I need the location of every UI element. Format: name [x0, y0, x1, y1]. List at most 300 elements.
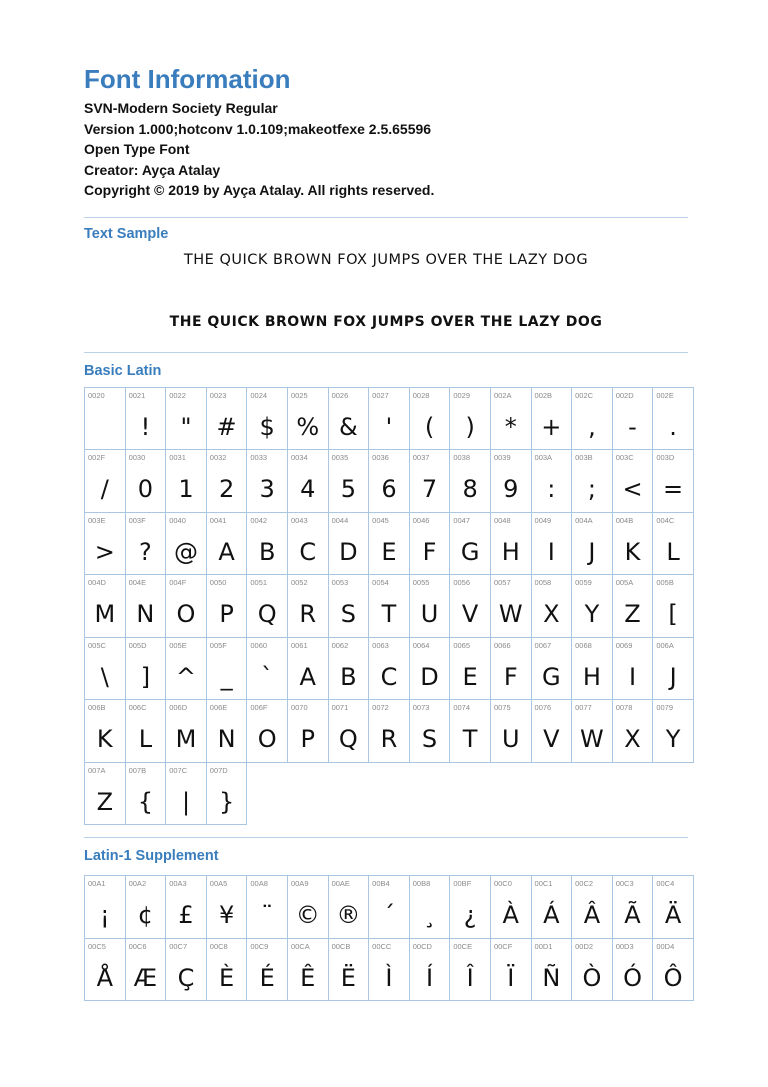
glyph-cell: [247, 939, 288, 1002]
glyph-sample: É: [259, 963, 275, 992]
glyph-sample: :: [547, 475, 556, 503]
glyph-code: 006B: [88, 703, 106, 712]
glyph-sample: Ã: [624, 901, 641, 929]
glyph-sample: Â: [583, 901, 601, 929]
glyph-sample: =: [663, 475, 684, 503]
glyph-sample: V: [461, 600, 479, 628]
glyph-cell: [329, 388, 370, 451]
glyph-code: 0076: [534, 703, 552, 712]
glyph-code: 0047: [453, 515, 471, 525]
font-version: Version 1.000;hotconv 1.0.109;makeotfexe 2.5.65596: [84, 120, 432, 137]
glyph-sample: 4: [300, 475, 316, 503]
glyph-cell: [532, 575, 573, 638]
latin1-heading: Latin-1 Supplement: [84, 848, 219, 864]
glyph-sample: Ò: [582, 963, 602, 992]
glyph-sample: ,: [588, 412, 596, 441]
glyph-cell: [532, 939, 573, 1002]
font-type: Open Type Font: [84, 141, 190, 157]
glyph-code: 0055: [412, 578, 430, 587]
glyph-cell: [85, 388, 126, 451]
glyph-code: 003B: [575, 453, 593, 462]
glyph-sample: C: [380, 662, 398, 691]
glyph-sample: R: [380, 725, 398, 753]
glyph-cell: [126, 876, 167, 939]
glyph-sample: L: [138, 725, 153, 753]
glyph-cell: [450, 450, 491, 513]
glyph-sample: I: [547, 537, 555, 566]
glyph-code: 0034: [290, 453, 308, 462]
glyph-cell: [288, 700, 329, 763]
glyph-sample: Ó: [623, 963, 642, 992]
glyph-sample: Z: [96, 787, 114, 816]
glyph-cell: [532, 700, 573, 763]
glyph-sample: B: [340, 662, 357, 691]
latin1-grid: [84, 875, 694, 1001]
glyph-cell: [166, 939, 207, 1002]
glyph-cell: [166, 388, 207, 451]
glyph-cell: [613, 575, 654, 638]
glyph-code: 0074: [453, 703, 471, 712]
glyph-sample: [: [668, 600, 678, 628]
glyph-sample: £: [178, 901, 194, 929]
text-sample-line-1: THE QUICK BROWN FOX JUMPS OVER THE LAZY DOG: [183, 251, 589, 268]
glyph-code: 0070: [290, 703, 308, 712]
glyph-sample: ;: [587, 475, 596, 503]
glyph-cell: [410, 939, 451, 1002]
text-sample-line-2: THE QUICK BROWN FOX JUMPS OVER THE LAZY DOG: [169, 313, 603, 330]
glyph-sample: D: [339, 537, 358, 566]
glyph-code: 002C: [575, 390, 594, 400]
glyph-sample: 1: [178, 475, 194, 503]
glyph-sample: Ê: [300, 963, 316, 992]
glyph-sample: ©: [295, 901, 320, 929]
glyph-sample: Í: [426, 963, 434, 992]
glyph-sample: @: [173, 537, 198, 566]
glyph-sample: -: [628, 412, 637, 441]
glyph-cell: [572, 638, 613, 701]
glyph-sample: `: [261, 662, 274, 691]
glyph-code: 00C0: [493, 879, 512, 888]
glyph-code: 0020: [88, 390, 105, 400]
glyph-cell: [491, 513, 532, 576]
glyph-code: 0077: [575, 703, 592, 712]
glyph-cell: [653, 700, 694, 763]
glyph-sample: P: [300, 725, 315, 753]
glyph-sample: Q: [257, 600, 277, 628]
glyph-sample: >: [94, 537, 115, 566]
glyph-cell: [532, 450, 573, 513]
glyph-code: 00C1: [534, 879, 553, 888]
glyph-sample: K: [96, 725, 113, 753]
glyph-cell: [410, 638, 451, 701]
glyph-code: 004C: [656, 515, 675, 525]
glyph-sample: ´: [382, 901, 395, 929]
glyph-code: 0031: [169, 453, 186, 462]
glyph-code: 0040: [169, 515, 186, 525]
glyph-sample: %: [296, 412, 320, 441]
glyph-cell: [85, 575, 126, 638]
glyph-cell: [369, 575, 410, 638]
glyph-cell: [166, 450, 207, 513]
glyph-code: 0057: [493, 578, 511, 587]
glyph-code: 002F: [88, 453, 106, 462]
glyph-cell: [247, 388, 288, 451]
basic-latin-grid: [84, 387, 694, 826]
glyph-cell: [288, 513, 329, 576]
glyph-code: 00CA: [290, 941, 310, 951]
glyph-cell: [166, 700, 207, 763]
glyph-cell: [85, 700, 126, 763]
glyph-code: 0033: [250, 453, 268, 462]
glyph-code: 0039: [493, 453, 511, 462]
glyph-code: 0027: [372, 390, 389, 400]
glyph-cell: [85, 763, 126, 826]
glyph-sample: ¸: [423, 901, 436, 929]
glyph-cell: [85, 513, 126, 576]
glyph-sample: H: [501, 537, 520, 566]
glyph-code: 0079: [656, 703, 673, 712]
glyph-code: 005E: [169, 640, 187, 650]
glyph-sample: X: [543, 600, 560, 628]
glyph-code: 0029: [453, 390, 471, 400]
glyph-code: 007B: [128, 765, 147, 775]
glyph-sample: ¥: [218, 901, 235, 929]
glyph-sample: W: [498, 600, 523, 628]
glyph-code: 0058: [534, 578, 552, 587]
glyph-code: 0044: [331, 515, 349, 525]
glyph-cell: [410, 388, 451, 451]
glyph-code: 0030: [128, 453, 146, 462]
glyph-code: 00C6: [128, 941, 147, 951]
glyph-sample: ]: [140, 662, 151, 691]
glyph-cell: [410, 876, 451, 939]
glyph-code: 0035: [331, 453, 349, 462]
glyph-cell: [126, 450, 167, 513]
glyph-code: 0032: [209, 453, 227, 462]
font-creator: Creator: Ayça Atalay: [84, 161, 221, 178]
glyph-sample: .: [669, 412, 677, 441]
glyph-sample: F: [503, 662, 518, 691]
glyph-sample: 5: [340, 475, 356, 503]
glyph-cell: [166, 763, 207, 826]
glyph-sample: +: [541, 412, 562, 441]
glyph-code: 004A: [575, 515, 593, 525]
glyph-cell: [329, 575, 370, 638]
glyph-sample: Y: [584, 600, 600, 628]
glyph-code: 00CE: [453, 941, 473, 951]
glyph-sample: {: [137, 787, 154, 816]
glyph-code: 0050: [209, 578, 227, 587]
glyph-code: 00A2: [128, 879, 147, 888]
glyph-cell: [126, 763, 167, 826]
glyph-code: 0063: [372, 640, 389, 650]
glyph-cell: [329, 939, 370, 1002]
glyph-cell: [613, 939, 654, 1002]
glyph-cell: [288, 876, 329, 939]
glyph-sample: W: [580, 725, 604, 753]
glyph-cell: [572, 450, 613, 513]
glyph-code: 005C: [88, 640, 106, 650]
glyph-cell: [207, 939, 248, 1002]
glyph-cell: [653, 513, 694, 576]
glyph-sample: À: [502, 901, 519, 929]
glyph-code: 004E: [128, 578, 147, 587]
glyph-sample: _: [220, 662, 233, 691]
glyph-code: 0042: [250, 515, 268, 525]
glyph-cell: [450, 876, 491, 939]
glyph-cell: [653, 575, 694, 638]
glyph-sample: /: [100, 475, 109, 503]
glyph-code: 0061: [290, 640, 308, 650]
glyph-sample: N: [136, 600, 155, 628]
glyph-sample: B: [258, 537, 276, 566]
glyph-cell: [126, 575, 167, 638]
glyph-cell: [450, 638, 491, 701]
glyph-cell: [207, 638, 248, 701]
glyph-code: 00BF: [453, 879, 472, 888]
glyph-cell: [572, 575, 613, 638]
glyph-sample: A: [299, 662, 316, 691]
glyph-code: 0051: [250, 578, 268, 587]
glyph-code: 0068: [575, 640, 592, 650]
glyph-sample: 3: [259, 475, 275, 503]
glyph-cell: [613, 700, 654, 763]
glyph-cell: [126, 700, 167, 763]
glyph-cell: [207, 763, 248, 826]
glyph-sample: Æ: [133, 963, 158, 992]
glyph-cell: [207, 450, 248, 513]
glyph-cell: [572, 939, 613, 1002]
glyph-code: 0065: [453, 640, 471, 650]
glyph-cell: [85, 876, 126, 939]
glyph-cell: [126, 513, 167, 576]
glyph-code: 0064: [412, 640, 430, 650]
glyph-code: 00A9: [290, 879, 309, 888]
glyph-cell: [247, 638, 288, 701]
glyph-cell: [207, 700, 248, 763]
glyph-code: 0024: [250, 390, 268, 400]
glyph-sample: &: [339, 412, 358, 441]
font-name: SVN-Modern Society Regular: [84, 100, 278, 116]
glyph-cell: [532, 638, 573, 701]
glyph-cell: [85, 939, 126, 1002]
glyph-cell: [247, 450, 288, 513]
glyph-cell: [288, 638, 329, 701]
glyph-code: 002D: [615, 390, 634, 400]
glyph-cell: [613, 450, 654, 513]
glyph-sample: U: [501, 725, 520, 753]
glyph-sample: <: [622, 475, 643, 503]
glyph-code: 0046: [412, 515, 430, 525]
glyph-sample: I: [628, 662, 637, 691]
glyph-sample: 8: [462, 475, 478, 503]
glyph-sample: ": [180, 412, 192, 441]
glyph-cell: [329, 450, 370, 513]
glyph-sample: E: [462, 662, 478, 691]
glyph-sample: Î: [466, 963, 474, 992]
glyph-sample: C: [299, 537, 317, 566]
glyph-cell: [410, 575, 451, 638]
glyph-code: 00C3: [615, 879, 634, 888]
glyph-code: 0048: [493, 515, 511, 525]
glyph-sample: X: [624, 725, 641, 753]
glyph-cell: [85, 450, 126, 513]
glyph-code: 0062: [331, 640, 349, 650]
glyph-code: 0054: [372, 578, 389, 587]
glyph-cell: [613, 638, 654, 701]
glyph-code: 00B8: [412, 879, 431, 888]
glyph-code: 00D4: [656, 941, 675, 951]
glyph-cell: [613, 388, 654, 451]
glyph-cell: [166, 513, 207, 576]
glyph-code: 005D: [128, 640, 147, 650]
glyph-cell: [410, 513, 451, 576]
glyph-cell: [288, 939, 329, 1002]
glyph-cell: [572, 876, 613, 939]
glyph-code: 0053: [331, 578, 349, 587]
glyph-cell: [532, 388, 573, 451]
glyph-sample: U: [420, 600, 439, 628]
glyph-cell: [207, 575, 248, 638]
glyph-cell: [166, 876, 207, 939]
glyph-code: 007D: [209, 765, 228, 775]
glyph-code: 0045: [372, 515, 389, 525]
glyph-code: 0060: [250, 640, 268, 650]
glyph-cell: [491, 876, 532, 939]
glyph-code: 007C: [169, 765, 188, 775]
section-divider: [84, 837, 688, 838]
glyph-sample: O: [257, 725, 277, 753]
glyph-cell: [288, 388, 329, 451]
glyph-sample: #: [216, 412, 237, 441]
glyph-sample: 0: [137, 475, 154, 503]
glyph-sample: A: [218, 537, 235, 566]
glyph-cell: [166, 575, 207, 638]
glyph-code: 005A: [615, 578, 634, 587]
glyph-sample: ?: [139, 537, 152, 566]
glyph-code: 00A8: [250, 879, 268, 888]
glyph-cell: [369, 450, 410, 513]
glyph-cell: [126, 638, 167, 701]
glyph-code: 0072: [372, 703, 389, 712]
glyph-cell: [329, 638, 370, 701]
glyph-sample: J: [588, 537, 596, 566]
glyph-code: 0028: [412, 390, 430, 400]
glyph-cell: [572, 700, 613, 763]
glyph-sample: P: [219, 600, 234, 628]
glyph-sample: |: [181, 787, 191, 816]
glyph-code: 00CB: [331, 941, 351, 951]
glyph-code: 006A: [656, 640, 674, 650]
glyph-code: 006C: [128, 703, 147, 712]
glyph-sample: Ô: [663, 963, 683, 992]
glyph-sample: Ä: [664, 901, 682, 929]
glyph-code: 0059: [575, 578, 592, 587]
glyph-sample: G: [542, 662, 561, 691]
glyph-code: 0049: [534, 515, 552, 525]
glyph-sample: S: [421, 725, 438, 753]
glyph-sample: Å: [96, 963, 113, 992]
glyph-cell: [653, 939, 694, 1002]
section-divider: [84, 352, 688, 353]
glyph-sample: 2: [218, 475, 235, 503]
glyph-code: 003E: [88, 515, 106, 525]
glyph-sample: Ì: [385, 963, 393, 992]
glyph-sample: }: [218, 787, 235, 816]
glyph-code: 004D: [88, 578, 106, 587]
glyph-cell: [450, 513, 491, 576]
glyph-code: 003C: [615, 453, 634, 462]
glyph-sample: ': [385, 412, 393, 441]
glyph-code: 0025: [290, 390, 308, 400]
glyph-sample: S: [340, 600, 356, 628]
glyph-cell: [369, 876, 410, 939]
glyph-sample: Ï: [507, 963, 515, 992]
glyph-code: 0073: [412, 703, 430, 712]
glyph-cell: [207, 388, 248, 451]
glyph-sample: 6: [381, 475, 397, 503]
glyph-cell: [572, 513, 613, 576]
glyph-cell: [288, 450, 329, 513]
glyph-code: 00C2: [575, 879, 594, 888]
glyph-sample: D: [420, 662, 439, 691]
glyph-sample: 9: [503, 475, 519, 503]
glyph-sample: J: [669, 662, 677, 691]
font-copyright: Copyright © 2019 by Ayça Atalay. All rights reserved.: [84, 182, 435, 198]
glyph-code: 007A: [88, 765, 106, 775]
glyph-code: 00CD: [412, 941, 432, 951]
glyph-sample: L: [666, 537, 680, 566]
glyph-cell: [207, 513, 248, 576]
glyph-sample: ^: [175, 662, 197, 691]
glyph-code: 0066: [493, 640, 511, 650]
glyph-cell: [85, 638, 126, 701]
glyph-sample: R: [299, 600, 317, 628]
glyph-code: 0026: [331, 390, 349, 400]
glyph-cell: [491, 450, 532, 513]
glyph-code: 003D: [656, 453, 675, 462]
glyph-sample: Á: [543, 901, 560, 929]
page-title: Font Information: [84, 64, 291, 94]
glyph-code: 006F: [250, 703, 268, 712]
glyph-cell: [329, 700, 370, 763]
glyph-sample: K: [624, 537, 641, 566]
glyph-cell: [166, 638, 207, 701]
glyph-code: 002B: [534, 390, 553, 400]
glyph-code: 0067: [534, 640, 552, 650]
glyph-sample: *: [504, 412, 517, 441]
glyph-code: 002E: [656, 390, 674, 400]
glyph-cell: [369, 513, 410, 576]
glyph-code: 00D1: [534, 941, 553, 951]
glyph-cell: [410, 700, 451, 763]
glyph-sample: $: [259, 412, 275, 441]
glyph-sample: G: [460, 537, 480, 566]
glyph-cell: [491, 388, 532, 451]
glyph-code: 00D2: [575, 941, 594, 951]
glyph-cell: [410, 450, 451, 513]
glyph-cell: [653, 876, 694, 939]
glyph-sample: M: [94, 600, 116, 628]
glyph-code: 006E: [209, 703, 228, 712]
glyph-cell: [450, 700, 491, 763]
glyph-cell: [247, 700, 288, 763]
basic-latin-heading: Basic Latin: [84, 362, 162, 379]
glyph-sample: !: [140, 412, 151, 441]
section-divider: [84, 217, 688, 218]
glyph-cell: [491, 939, 532, 1002]
glyph-sample: Ñ: [542, 963, 561, 992]
